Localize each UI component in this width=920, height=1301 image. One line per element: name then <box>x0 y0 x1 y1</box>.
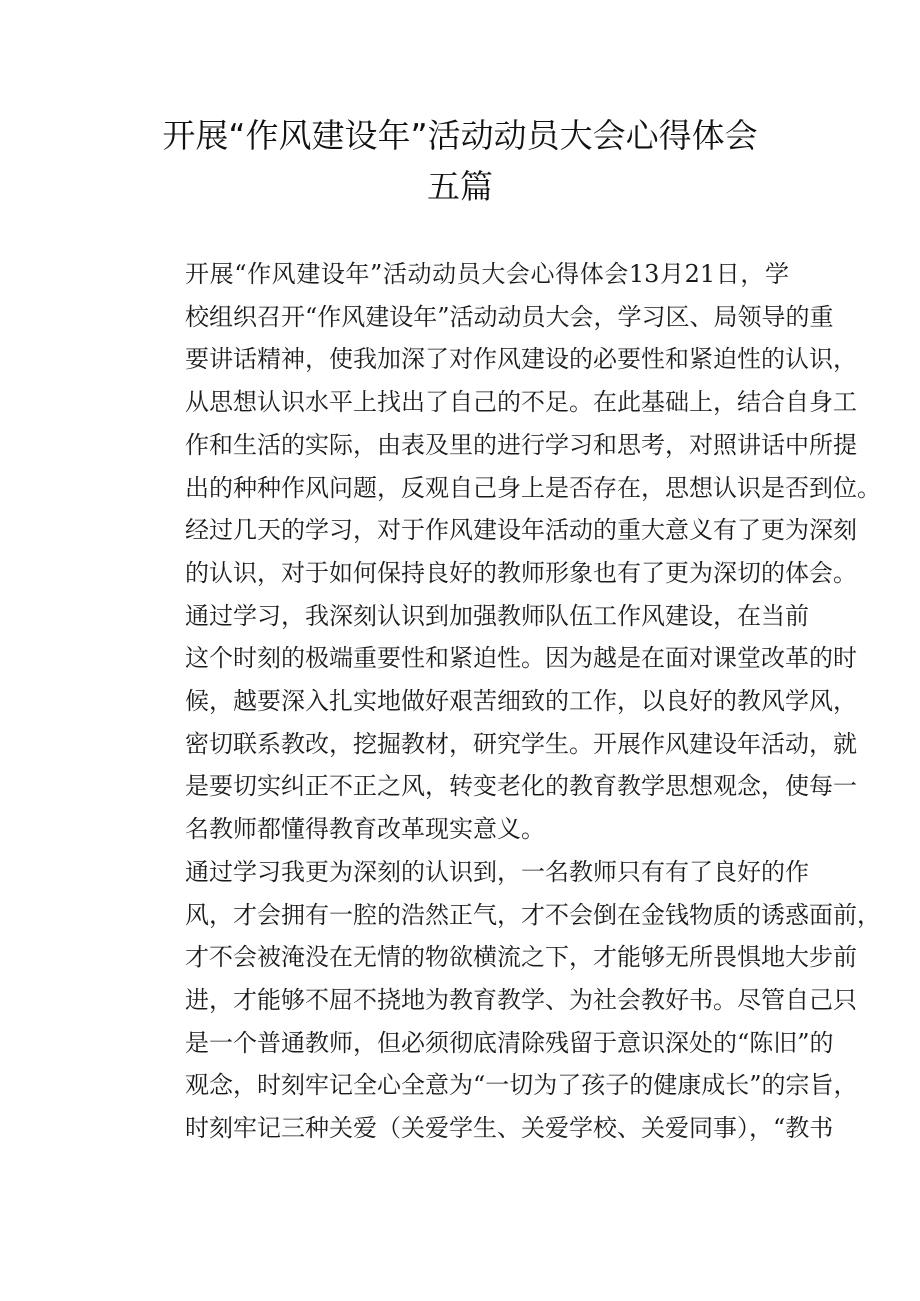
paragraph-line: 才不会被淹没在无情的物欲横流之下，才能够无所畏惧地大步前 <box>185 943 857 972</box>
paragraph-line: 风，才会拥有一腔的浩然正气，才不会倒在金钱物质的诱惑面前， <box>185 900 881 929</box>
paragraph-1 <box>137 253 881 595</box>
paragraph-line: 是一个普通教师，但必须彻底清除残留于意识深处的“陈旧”的 <box>185 1028 834 1057</box>
paragraph-line: 要讲话精神，使我加深了对作风建设的必要性和紧迫性的认识， <box>185 345 857 374</box>
paragraph-line: 校组织召开“作风建设年”活动动员大会，学习区、局领导的重 <box>185 302 834 331</box>
paragraph-line: 从思想认识水平上找出了自己的不足。在此基础上，结合自身工 <box>185 388 857 417</box>
paragraph-line: 出的种种作风问题，反观自己身上是否存在，思想认识是否到位。 <box>185 473 881 502</box>
paragraph-line: 观念，时刻牢记全心全意为“一切为了孩子的健康成长”的宗旨， <box>185 1071 858 1100</box>
paragraph-2 <box>137 595 857 851</box>
paragraph-line: 进，才能够不屈不挠地为教育教学、为社会教好书。尽管自己只 <box>185 985 857 1014</box>
paragraph-line: 经过几天的学习，对于作风建设年活动的重大意义有了更为深刻 <box>185 516 857 545</box>
paragraph-line: 是要切实纠正不正之风，转变老化的教育教学思想观念，使每一 <box>185 772 857 801</box>
document-title <box>130 110 790 212</box>
paragraph-line: 开展“作风建设年”活动动员大会心得体会13月21日，学 <box>185 260 789 288</box>
title-line-1: 开展“作风建设年”活动动员大会心得体会 <box>162 116 758 155</box>
paragraph-line: 的认识，对于如何保持良好的教师形象也有了更为深切的体会。 <box>185 558 857 587</box>
title-line-2: 五篇 <box>427 167 493 206</box>
paragraph-3 <box>137 851 881 1150</box>
paragraph-line: 密切联系教改，挖掘教材，研究学生。开展作风建设年活动，就 <box>185 729 857 758</box>
paragraph-line: 时刻牢记三种关爱（关爱学生、关爱学校、关爱同事），“教书 <box>185 1114 834 1143</box>
paragraph-line: 名教师都懂得教育改革现实意义。 <box>185 815 545 844</box>
document-body <box>137 253 881 1150</box>
paragraph-line: 作和生活的实际，由表及里的进行学习和思考，对照讲话中所提 <box>185 430 857 459</box>
paragraph-line: 这个时刻的极端重要性和紧迫性。因为越是在面对课堂改革的时 <box>185 644 857 673</box>
paragraph-line: 候，越要深入扎实地做好艰苦细致的工作，以良好的教风学风， <box>185 687 857 716</box>
paragraph-line: 通过学习我更为深刻的认识到，一名教师只有有了良好的作 <box>185 857 809 886</box>
paragraph-line: 通过学习，我深刻认识到加强教师队伍工作风建设，在当前 <box>185 601 809 630</box>
